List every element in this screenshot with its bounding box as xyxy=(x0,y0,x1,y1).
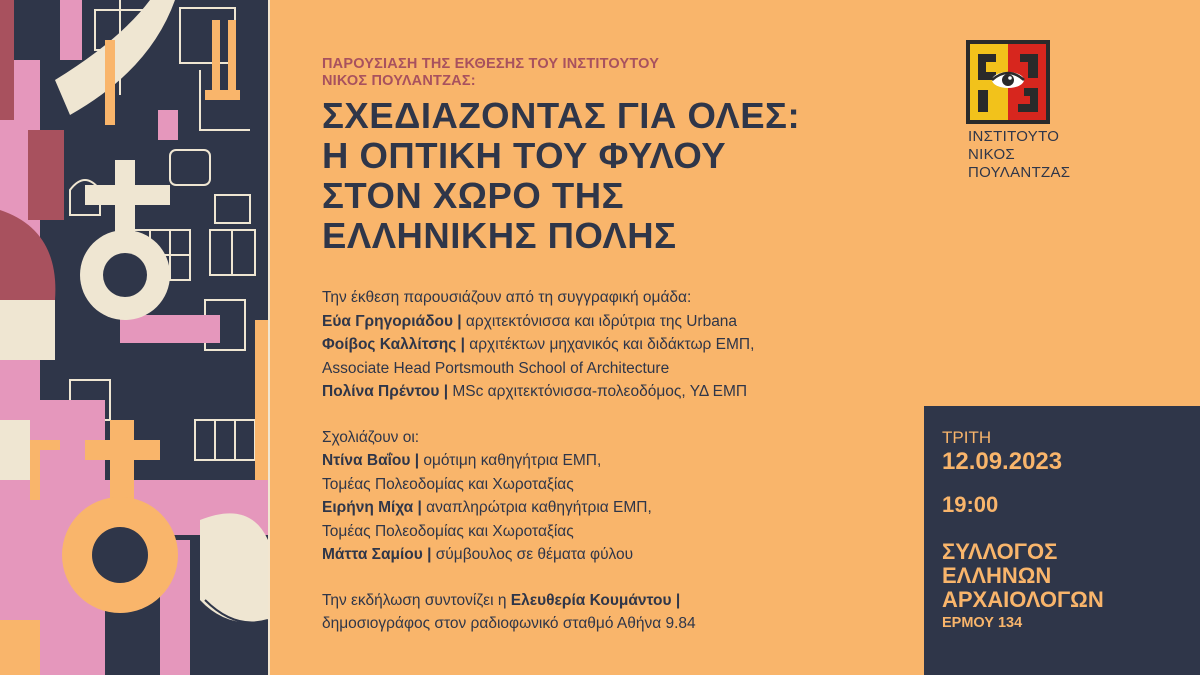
commentator-2-role: αναπληρώτρια καθηγήτρια ΕΜΠ, xyxy=(421,499,652,516)
institute-logo xyxy=(960,40,1120,182)
venue-line-2: ΕΛΛΗΝΩΝ xyxy=(942,563,1052,588)
commentator-3 xyxy=(322,543,922,567)
presenter-2-role: αρχιτέκτων μηχανικός και διδάκτωρ ΕΜΠ, xyxy=(464,336,755,353)
event-title xyxy=(322,96,922,256)
eye-face-logo-icon xyxy=(966,40,1050,124)
commentator-1 xyxy=(322,449,922,473)
panel-divider xyxy=(268,0,270,675)
event-day: ΤΡΙΤΗ xyxy=(942,428,992,447)
logo-wordmark xyxy=(960,128,1120,182)
presenter-2 xyxy=(322,333,922,357)
moderator-role: δημοσιογράφος στον ραδιοφωνικό σταθμό Αθήνα 9.84 xyxy=(322,615,696,632)
kicker-line-1: ΠΑΡΟΥΣΙΑΣΗ ΤΗΣ ΕΚΘΕΣΗΣ ΤΟΥ ΙΝΣΤΙΤΟΥΤΟΥ xyxy=(322,56,660,72)
event-venue xyxy=(942,540,1104,612)
commentator-1-role-cont: Τομέας Πολεοδομίας και Χωροταξίας xyxy=(322,475,574,493)
event-time: 19:00 xyxy=(942,492,999,517)
presenter-3-name: Πολίνα Πρέντου | xyxy=(322,383,449,400)
title-line-2: Η ΟΠΤΙΚΗ ΤΟΥ ΦΥΛΟΥ xyxy=(322,135,727,176)
event-date: 12.09.2023 xyxy=(942,448,1063,475)
commentator-2-role-cont: Τομέας Πολεοδομίας και Χωροταξίας xyxy=(322,522,574,540)
presenters-intro: Την έκθεση παρουσιάζουν από τη συγγραφική ομάδα: xyxy=(322,289,692,306)
title-line-1: ΣΧΕΔΙΑΖΟΝΤΑΣ ΓΙΑ ΟΛΕΣ: xyxy=(322,95,801,136)
presenter-1 xyxy=(322,310,922,334)
decorative-artwork xyxy=(0,0,268,675)
logo-line-2: ΝΙΚΟΣ ΠΟΥΛΑΝΤΖΑΣ xyxy=(968,146,1071,181)
moderator-prefix: Την εκδήλωση συντονίζει η xyxy=(322,591,511,609)
commentators-intro: Σχολιάζουν οι: xyxy=(322,428,420,446)
commentator-1-name: Ντίνα Βαΐου | xyxy=(322,452,420,469)
presenter-1-name: Εύα Γρηγοριάδου | xyxy=(322,312,462,330)
commentator-1-role: ομότιμη καθηγήτρια ΕΜΠ, xyxy=(419,452,602,469)
presenter-1-role: αρχιτεκτόνισσα και ιδρύτρια της Urbana xyxy=(461,312,738,330)
presenter-2-role-cont: Associate Head Portsmouth School of Architecture xyxy=(322,359,670,377)
venue-address: ΕΡΜΟΥ 134 xyxy=(942,615,1023,631)
title-line-4: ΕΛΛΗΝΙΚΗΣ ΠΟΛΗΣ xyxy=(322,215,677,256)
event-details-panel xyxy=(924,406,1200,675)
moderator-line xyxy=(322,589,922,613)
commentator-2 xyxy=(322,496,922,520)
title-line-3: ΣΤΟΝ ΧΩΡΟ ΤΗΣ xyxy=(322,175,624,216)
commentator-2-name: Ειρήνη Μίχα | xyxy=(322,499,422,516)
moderator-name: Ελευθερία Κουμάντου | xyxy=(510,591,681,609)
commentator-3-role: σύμβουλος σε θέματα φύλου xyxy=(431,546,634,563)
presenter-2-name: Φοίβος Καλλίτσης | xyxy=(322,336,465,353)
presenter-3-role: MSc αρχιτεκτόνισσα-πολεοδόμος, ΥΔ ΕΜΠ xyxy=(448,383,748,400)
logo-line-1: ΙΝΣΤΙΤΟΥΤΟ xyxy=(968,128,1060,145)
venue-line-1: ΣΥΛΛΟΓΟΣ xyxy=(942,539,1058,564)
presenter-3 xyxy=(322,380,922,404)
venue-line-3: ΑΡΧΑΙΟΛΟΓΩΝ xyxy=(942,587,1104,612)
speakers-block xyxy=(322,286,922,636)
main-content xyxy=(322,56,922,636)
kicker-line-2: ΝΙΚΟΣ ΠΟΥΛΑΝΤΖΑΣ: xyxy=(322,73,476,89)
gender-symbols-illustration xyxy=(0,0,268,675)
commentator-3-name: Μάττα Σαμίου | xyxy=(322,546,432,563)
